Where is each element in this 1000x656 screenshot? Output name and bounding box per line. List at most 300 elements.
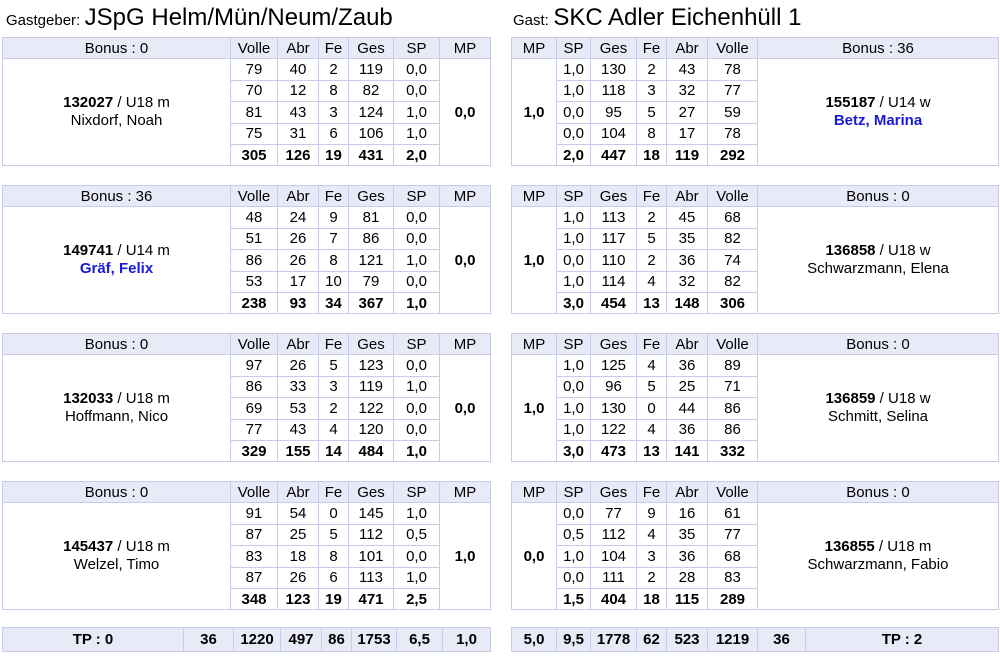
score-cell: 16 <box>667 503 708 524</box>
home-volle-total: 1220 <box>234 628 281 652</box>
score-cell: 0,0 <box>394 355 440 376</box>
col-sp: SP <box>394 38 440 59</box>
guest-team-name: SKC Adler Eichenhüll 1 <box>553 4 802 31</box>
score-cell: 119 <box>349 376 394 397</box>
score-cell: 24 <box>278 207 319 228</box>
match-points: 1,0 <box>512 59 557 166</box>
bonus-label: Bonus : 0 <box>3 482 231 503</box>
score-cell: 112 <box>349 524 394 545</box>
player-id: 136859 <box>825 390 876 408</box>
score-cell: 0,0 <box>557 123 591 144</box>
col-volle: Volle <box>231 38 278 59</box>
total-cell: 148 <box>667 292 708 313</box>
score-cell: 26 <box>278 228 319 249</box>
score-cell: 0,0 <box>394 59 440 80</box>
total-cell: 155 <box>278 440 319 461</box>
score-cell: 1,0 <box>557 546 591 567</box>
score-cell: 27 <box>667 102 708 123</box>
home-mp-total: 1,0 <box>443 628 491 652</box>
score-cell: 10 <box>319 271 349 292</box>
home-ges-total: 1753 <box>352 628 397 652</box>
total-cell: 14 <box>319 440 349 461</box>
score-cell: 3 <box>637 546 667 567</box>
throw-row <box>512 355 999 376</box>
score-cell: 36 <box>667 546 708 567</box>
col-fe: Fe <box>637 186 667 207</box>
player-category: / U18 m <box>113 390 170 408</box>
score-cell: 122 <box>349 398 394 419</box>
total-cell: 329 <box>231 440 278 461</box>
score-cell: 145 <box>349 503 394 524</box>
bonus-label: Bonus : 0 <box>758 186 999 207</box>
player-name: Gräf, Felix <box>79 260 154 278</box>
score-cell: 17 <box>667 123 708 144</box>
score-cell: 0,0 <box>557 102 591 123</box>
score-cell: 87 <box>231 524 278 545</box>
match-points: 1,0 <box>512 355 557 462</box>
player-category: / U18 m <box>113 94 170 112</box>
home-fe-total: 86 <box>322 628 352 652</box>
player-name: Betz, Marina <box>833 112 923 130</box>
score-cell: 86 <box>708 419 758 440</box>
score-cell: 1,0 <box>394 123 440 144</box>
score-cell: 26 <box>278 567 319 588</box>
total-cell: 305 <box>231 144 278 165</box>
throw-row <box>512 503 999 524</box>
score-cell: 43 <box>667 59 708 80</box>
score-cell: 1,0 <box>557 419 591 440</box>
throw-row <box>3 59 491 80</box>
match-points: 1,0 <box>440 503 491 610</box>
score-cell: 83 <box>231 546 278 567</box>
guest-player-table <box>511 37 999 166</box>
score-cell: 95 <box>591 102 637 123</box>
total-cell: 3,0 <box>557 440 591 461</box>
score-cell: 36 <box>667 355 708 376</box>
score-cell: 1,0 <box>557 271 591 292</box>
col-ges: Ges <box>591 482 637 503</box>
total-cell: 126 <box>278 144 319 165</box>
player-name: Welzel, Timo <box>73 556 160 574</box>
throw-row <box>512 207 999 228</box>
score-cell: 8 <box>319 80 349 101</box>
score-cell: 124 <box>349 102 394 123</box>
total-cell: 19 <box>319 144 349 165</box>
home-totals-row <box>2 627 491 652</box>
score-cell: 75 <box>231 123 278 144</box>
score-cell: 79 <box>349 271 394 292</box>
score-cell: 26 <box>278 250 319 271</box>
player-id: 145437 <box>63 538 114 556</box>
score-cell: 8 <box>637 123 667 144</box>
total-cell: 367 <box>349 292 394 313</box>
score-cell: 114 <box>591 271 637 292</box>
score-cell: 2 <box>637 59 667 80</box>
guest-abr-total: 523 <box>667 628 708 652</box>
col-ges: Ges <box>591 38 637 59</box>
guest-totals-row <box>511 627 999 652</box>
score-cell: 0,0 <box>557 567 591 588</box>
score-cell: 86 <box>349 228 394 249</box>
col-volle: Volle <box>231 334 278 355</box>
score-cell: 1,0 <box>557 398 591 419</box>
player-category: / U14 m <box>113 242 170 260</box>
score-cell: 125 <box>591 355 637 376</box>
player-cell <box>758 503 999 610</box>
score-cell: 0,5 <box>394 524 440 545</box>
score-cell: 110 <box>591 250 637 271</box>
score-cell: 1,0 <box>394 503 440 524</box>
score-cell: 12 <box>278 80 319 101</box>
score-cell: 53 <box>278 398 319 419</box>
score-cell: 2 <box>637 567 667 588</box>
bonus-label: Bonus : 36 <box>758 38 999 59</box>
score-cell: 1,0 <box>394 376 440 397</box>
col-sp: SP <box>557 186 591 207</box>
throw-row <box>3 503 491 524</box>
col-abr: Abr <box>667 38 708 59</box>
score-cell: 2 <box>319 59 349 80</box>
total-cell: 454 <box>591 292 637 313</box>
player-category: / U18 w <box>875 242 931 260</box>
score-cell: 51 <box>231 228 278 249</box>
total-cell: 348 <box>231 588 278 609</box>
score-cell: 36 <box>667 419 708 440</box>
score-cell: 5 <box>637 228 667 249</box>
score-cell: 122 <box>591 419 637 440</box>
player-name: Hoffmann, Nico <box>64 408 169 426</box>
home-team-name: JSpG Helm/Mün/Neum/Zaub <box>84 4 393 31</box>
score-cell: 0 <box>319 503 349 524</box>
col-fe: Fe <box>319 186 349 207</box>
player-name: Schwarzmann, Elena <box>807 260 949 278</box>
score-cell: 1,0 <box>394 250 440 271</box>
score-cell: 61 <box>708 503 758 524</box>
home-player-table <box>2 481 491 610</box>
score-cell: 1,0 <box>557 228 591 249</box>
total-cell: 471 <box>349 588 394 609</box>
score-cell: 70 <box>231 80 278 101</box>
score-cell: 35 <box>667 228 708 249</box>
score-cell: 86 <box>231 376 278 397</box>
score-cell: 97 <box>231 355 278 376</box>
score-cell: 87 <box>231 567 278 588</box>
col-abr: Abr <box>278 38 319 59</box>
score-cell: 45 <box>667 207 708 228</box>
player-category: / U14 w <box>875 94 931 112</box>
total-cell: 2,5 <box>394 588 440 609</box>
player-id: 149741 <box>63 242 114 260</box>
score-cell: 3 <box>637 80 667 101</box>
guest-tp: TP : 2 <box>806 628 999 652</box>
score-cell: 54 <box>278 503 319 524</box>
total-cell: 404 <box>591 588 637 609</box>
total-cell: 1,0 <box>394 440 440 461</box>
col-mp: MP <box>512 186 557 207</box>
total-cell: 93 <box>278 292 319 313</box>
home-player-table <box>2 37 491 166</box>
guest-player-table <box>511 333 999 462</box>
total-cell: 289 <box>708 588 758 609</box>
col-abr: Abr <box>667 186 708 207</box>
player-cell <box>3 59 231 166</box>
score-cell: 53 <box>231 271 278 292</box>
score-cell: 43 <box>278 102 319 123</box>
score-cell: 0,0 <box>557 376 591 397</box>
score-cell: 82 <box>708 271 758 292</box>
col-fe: Fe <box>319 482 349 503</box>
total-cell: 141 <box>667 440 708 461</box>
score-cell: 2 <box>637 207 667 228</box>
score-cell: 83 <box>708 567 758 588</box>
score-cell: 81 <box>231 102 278 123</box>
score-cell: 28 <box>667 567 708 588</box>
score-cell: 4 <box>637 271 667 292</box>
score-cell: 69 <box>231 398 278 419</box>
score-cell: 5 <box>637 376 667 397</box>
col-abr: Abr <box>278 186 319 207</box>
col-fe: Fe <box>319 334 349 355</box>
score-cell: 130 <box>591 398 637 419</box>
score-cell: 8 <box>319 250 349 271</box>
col-sp: SP <box>394 334 440 355</box>
player-name: Nixdorf, Noah <box>70 112 163 130</box>
player-name: Schmitt, Selina <box>827 408 929 426</box>
score-cell: 4 <box>319 419 349 440</box>
player-cell <box>758 207 999 314</box>
score-cell: 18 <box>278 546 319 567</box>
score-cell: 32 <box>667 80 708 101</box>
col-abr: Abr <box>667 482 708 503</box>
score-cell: 86 <box>231 250 278 271</box>
score-cell: 91 <box>231 503 278 524</box>
score-cell: 1,0 <box>394 102 440 123</box>
score-cell: 59 <box>708 102 758 123</box>
total-cell: 447 <box>591 144 637 165</box>
score-cell: 6 <box>319 567 349 588</box>
score-cell: 5 <box>319 355 349 376</box>
score-cell: 112 <box>591 524 637 545</box>
score-cell: 0,0 <box>394 271 440 292</box>
col-ges: Ges <box>591 186 637 207</box>
total-cell: 119 <box>667 144 708 165</box>
score-cell: 31 <box>278 123 319 144</box>
col-ges: Ges <box>591 334 637 355</box>
col-fe: Fe <box>637 38 667 59</box>
throw-row <box>3 355 491 376</box>
col-mp: MP <box>440 186 491 207</box>
guest-bonus-total: 36 <box>758 628 806 652</box>
player-cell <box>3 503 231 610</box>
score-cell: 82 <box>349 80 394 101</box>
player-id: 136855 <box>824 538 875 556</box>
player-id: 132033 <box>63 390 114 408</box>
score-cell: 77 <box>708 524 758 545</box>
guest-volle-total: 1219 <box>708 628 758 652</box>
total-cell: 292 <box>708 144 758 165</box>
score-cell: 118 <box>591 80 637 101</box>
match-points: 1,0 <box>512 207 557 314</box>
bonus-label: Bonus : 36 <box>3 186 231 207</box>
guest-sp-total: 9,5 <box>557 628 591 652</box>
guest-player-table <box>511 185 999 314</box>
score-cell: 130 <box>591 59 637 80</box>
col-fe: Fe <box>319 38 349 59</box>
col-mp: MP <box>440 482 491 503</box>
score-cell: 113 <box>591 207 637 228</box>
bonus-label: Bonus : 0 <box>3 334 231 355</box>
guest-mp-total: 5,0 <box>512 628 557 652</box>
col-volle: Volle <box>708 38 758 59</box>
score-cell: 0,0 <box>394 398 440 419</box>
score-cell: 4 <box>637 419 667 440</box>
score-cell: 120 <box>349 419 394 440</box>
score-cell: 0,0 <box>394 419 440 440</box>
score-cell: 25 <box>667 376 708 397</box>
score-cell: 77 <box>708 80 758 101</box>
score-cell: 78 <box>708 123 758 144</box>
score-cell: 0,0 <box>394 228 440 249</box>
col-mp: MP <box>512 38 557 59</box>
total-cell: 13 <box>637 292 667 313</box>
total-cell: 34 <box>319 292 349 313</box>
score-cell: 48 <box>231 207 278 228</box>
score-cell: 0,0 <box>557 250 591 271</box>
total-cell: 2,0 <box>557 144 591 165</box>
score-cell: 0 <box>637 398 667 419</box>
col-fe: Fe <box>637 482 667 503</box>
col-abr: Abr <box>278 482 319 503</box>
score-cell: 117 <box>591 228 637 249</box>
guest-fe-total: 62 <box>637 628 667 652</box>
player-category: / U18 m <box>874 538 932 556</box>
score-cell: 101 <box>349 546 394 567</box>
bonus-label: Bonus : 0 <box>758 334 999 355</box>
score-cell: 4 <box>637 524 667 545</box>
score-cell: 68 <box>708 546 758 567</box>
score-cell: 1,0 <box>394 567 440 588</box>
score-cell: 121 <box>349 250 394 271</box>
total-cell: 332 <box>708 440 758 461</box>
total-cell: 431 <box>349 144 394 165</box>
player-cell <box>3 355 231 462</box>
bonus-label: Bonus : 0 <box>758 482 999 503</box>
guest-label: Gast: <box>513 12 549 29</box>
col-mp: MP <box>440 334 491 355</box>
score-cell: 44 <box>667 398 708 419</box>
col-volle: Volle <box>708 482 758 503</box>
total-cell: 123 <box>278 588 319 609</box>
col-ges: Ges <box>349 38 394 59</box>
total-cell: 115 <box>667 588 708 609</box>
player-id: 136858 <box>825 242 876 260</box>
score-cell: 1,0 <box>557 80 591 101</box>
col-mp: MP <box>512 482 557 503</box>
player-cell <box>758 355 999 462</box>
score-cell: 26 <box>278 355 319 376</box>
total-cell: 18 <box>637 588 667 609</box>
score-cell: 81 <box>349 207 394 228</box>
home-abr-total: 497 <box>281 628 322 652</box>
match-points: 0,0 <box>440 59 491 166</box>
score-cell: 86 <box>708 398 758 419</box>
score-cell: 77 <box>231 419 278 440</box>
score-cell: 89 <box>708 355 758 376</box>
score-cell: 8 <box>319 546 349 567</box>
home-team-header <box>6 4 393 34</box>
col-sp: SP <box>557 38 591 59</box>
col-sp: SP <box>394 482 440 503</box>
home-player-table <box>2 333 491 462</box>
score-cell: 40 <box>278 59 319 80</box>
guest-team-header <box>513 4 801 34</box>
score-cell: 113 <box>349 567 394 588</box>
score-cell: 71 <box>708 376 758 397</box>
score-cell: 0,0 <box>394 546 440 567</box>
score-cell: 25 <box>278 524 319 545</box>
score-cell: 3 <box>319 376 349 397</box>
total-cell: 2,0 <box>394 144 440 165</box>
score-cell: 0,0 <box>394 80 440 101</box>
score-cell: 106 <box>349 123 394 144</box>
col-mp: MP <box>440 38 491 59</box>
score-cell: 2 <box>637 250 667 271</box>
total-cell: 1,5 <box>557 588 591 609</box>
guest-ges-total: 1778 <box>591 628 637 652</box>
score-cell: 1,0 <box>557 355 591 376</box>
home-sp-total: 6,5 <box>397 628 443 652</box>
score-cell: 7 <box>319 228 349 249</box>
score-cell: 0,5 <box>557 524 591 545</box>
score-cell: 96 <box>591 376 637 397</box>
player-category: / U18 w <box>875 390 931 408</box>
col-sp: SP <box>394 186 440 207</box>
score-cell: 119 <box>349 59 394 80</box>
score-cell: 111 <box>591 567 637 588</box>
score-cell: 5 <box>637 102 667 123</box>
bonus-label: Bonus : 0 <box>3 38 231 59</box>
player-id: 132027 <box>63 94 114 112</box>
score-cell: 33 <box>278 376 319 397</box>
score-cell: 104 <box>591 123 637 144</box>
col-volle: Volle <box>231 482 278 503</box>
score-cell: 4 <box>637 355 667 376</box>
score-cell: 1,0 <box>557 59 591 80</box>
score-cell: 3 <box>319 102 349 123</box>
throw-row <box>3 207 491 228</box>
score-cell: 74 <box>708 250 758 271</box>
match-points: 0,0 <box>440 355 491 462</box>
score-cell: 9 <box>319 207 349 228</box>
col-ges: Ges <box>349 334 394 355</box>
total-cell: 306 <box>708 292 758 313</box>
score-cell: 68 <box>708 207 758 228</box>
score-cell: 35 <box>667 524 708 545</box>
total-cell: 19 <box>319 588 349 609</box>
player-cell <box>758 59 999 166</box>
score-cell: 123 <box>349 355 394 376</box>
home-tp: TP : 0 <box>3 628 184 652</box>
score-cell: 6 <box>319 123 349 144</box>
col-fe: Fe <box>637 334 667 355</box>
total-cell: 238 <box>231 292 278 313</box>
score-cell: 2 <box>319 398 349 419</box>
score-cell: 78 <box>708 59 758 80</box>
score-cell: 5 <box>319 524 349 545</box>
col-ges: Ges <box>349 186 394 207</box>
score-cell: 9 <box>637 503 667 524</box>
col-volle: Volle <box>708 186 758 207</box>
